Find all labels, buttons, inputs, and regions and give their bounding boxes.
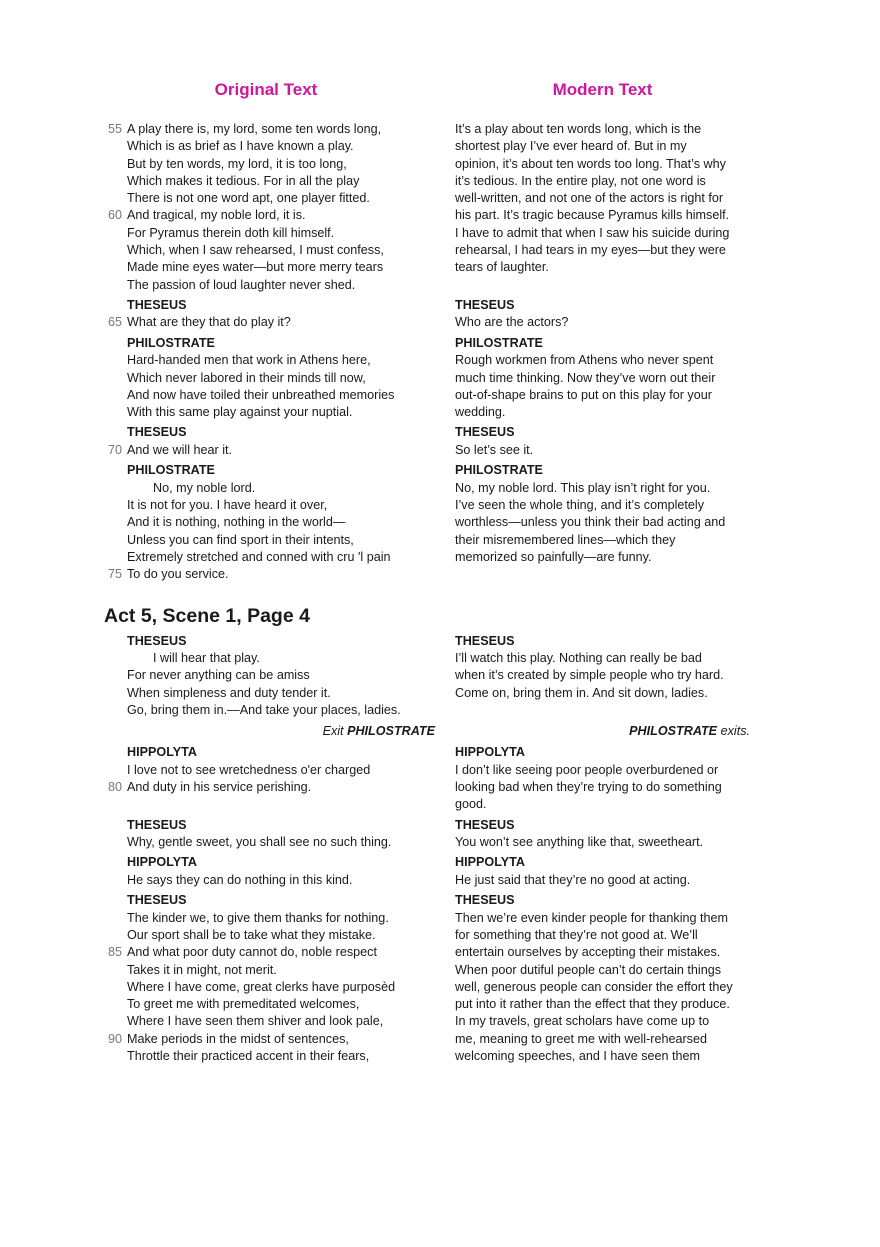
modern-text-heading: Modern Text — [552, 80, 653, 99]
verse-line — [127, 225, 435, 242]
modern-line: worthless—unless you think their bad acting and — [455, 515, 726, 530]
modern-line: You won’t see anything like that, sweetheart. — [455, 835, 704, 850]
verse-text: Which, when I saw rehearsed, I must confess, — [127, 243, 384, 258]
original-block — [127, 721, 435, 741]
verse-text: And it is nothing, nothing in the world— — [127, 515, 346, 530]
original-block — [107, 296, 435, 332]
dialogue-row — [0, 632, 880, 720]
verse-line — [127, 996, 435, 1013]
speaker-name: THESEUS — [455, 297, 515, 312]
verse-text: Hard-handed men that work in Athens here, — [127, 353, 371, 368]
modern-line: I have to admit that when I saw his suicide during — [455, 225, 730, 240]
verse-line — [127, 549, 435, 566]
verse-line — [127, 762, 435, 779]
verse-text: To greet me with premeditated welcomes, — [127, 997, 360, 1012]
verse-line — [127, 702, 435, 719]
verse-text: No, my noble lord. — [153, 480, 256, 495]
original-block — [107, 891, 435, 1065]
modern-block — [455, 121, 750, 294]
original-block — [107, 461, 435, 583]
verse-text: Unless you can find sport in their intents, — [127, 532, 354, 547]
original-block — [107, 423, 435, 459]
stage-character: PHILOSTRATE — [629, 724, 718, 739]
line-number: 80 — [107, 780, 122, 795]
line-number: 75 — [107, 567, 122, 582]
verse-line — [127, 173, 435, 190]
verse-text: I love not to see wretchedness o'er charged — [127, 762, 371, 777]
modern-block — [455, 721, 750, 741]
verse-line — [107, 121, 435, 138]
modern-line: rehearsal, I had tears in my eyes—but they were — [455, 243, 726, 258]
verse-line — [127, 532, 435, 549]
modern-line: He just said that they’re no good at acting. — [455, 872, 691, 887]
modern-block — [455, 334, 750, 422]
speaker-name: THESEUS — [455, 893, 515, 908]
stage-direction-row — [0, 721, 880, 741]
verse-line — [107, 1031, 435, 1048]
dialogue-row — [0, 121, 880, 294]
original-block — [127, 334, 435, 422]
speaker-name: PHILOSTRATE — [455, 335, 543, 350]
verse-line — [127, 370, 435, 387]
modern-block — [455, 423, 750, 459]
modern-line: looking bad when they’re trying to do something — [455, 780, 722, 795]
verse-line — [127, 910, 435, 927]
modern-block — [455, 296, 750, 332]
verse-line — [107, 442, 435, 459]
verse-line — [127, 979, 435, 996]
modern-block — [455, 853, 750, 889]
verse-line — [127, 834, 435, 851]
modern-line: I don’t like seeing poor people overburdened or — [455, 762, 719, 777]
verse-text: The passion of loud laughter never shed. — [127, 277, 356, 292]
modern-line: shortest play I’ve ever heard of. But in my — [455, 139, 687, 154]
verse-line — [107, 779, 435, 796]
modern-line: It’s a play about ten words long, which is the — [455, 122, 702, 136]
modern-line: I’ve seen the whole thing, and it’s completely — [455, 498, 704, 513]
stage-character: PHILOSTRATE — [347, 724, 435, 739]
modern-line: his part. It’s tragic because Pyramus kills himself. — [455, 208, 730, 223]
verse-line — [107, 314, 435, 331]
line-number: 90 — [107, 1031, 122, 1046]
line-number: 70 — [107, 442, 122, 457]
verse-text: And what poor duty cannot do, noble respect — [127, 945, 377, 960]
verse-text: With this same play against your nuptial. — [127, 405, 353, 420]
verse-text: Extremely stretched and conned with cru 'l pain — [127, 549, 391, 564]
modern-block — [455, 461, 750, 583]
speaker-name: THESEUS — [455, 633, 515, 648]
original-text-heading: Original Text — [214, 80, 318, 99]
verse-text: Where I have seen them shiver and look pale, — [127, 1014, 384, 1029]
modern-line: opinion, it’s about ten words too long. That’s why — [455, 156, 726, 171]
verse-text: Throttle their practiced accent in their fears, — [127, 1049, 370, 1064]
verse-line — [127, 259, 435, 276]
verse-line — [127, 1013, 435, 1030]
verse-text: For never anything can be amiss — [127, 668, 310, 683]
modern-block — [455, 743, 750, 813]
line-number: 85 — [107, 945, 122, 960]
verse-text: It is not for you. I have heard it over, — [127, 498, 328, 513]
dialogue-row — [0, 423, 880, 459]
verse-line — [127, 872, 435, 889]
verse-line — [127, 138, 435, 155]
dialogue-row — [0, 296, 880, 332]
dialogue-row — [0, 891, 880, 1065]
modern-line: Who are the actors? — [455, 315, 569, 330]
verse-text: But by ten words, my lord, it is too long, — [127, 156, 347, 171]
line-number: 55 — [107, 122, 122, 136]
verse-text: A play there is, my lord, some ten words long, — [127, 122, 382, 136]
speaker-name: PHILOSTRATE — [127, 335, 215, 350]
stage-direction-original — [127, 721, 435, 741]
verse-text: Which is as brief as I have known a play. — [127, 139, 354, 154]
modern-line: Come on, bring them in. And sit down, ladies. — [455, 685, 708, 700]
verse-line — [127, 156, 435, 173]
modern-line: memorized so painfully—are funny. — [455, 549, 652, 564]
verse-text: Made mine eyes water—but more merry tears — [127, 260, 384, 275]
verse-text: Our sport shall be to take what they mistake. — [127, 928, 376, 942]
act-scene-heading: Act 5, Scene 1, Page 4 — [104, 604, 310, 627]
modern-line: me, meaning to greet me with well-rehearsed — [455, 1031, 707, 1046]
verse-line — [127, 352, 435, 369]
modern-line: put into it rather than the effect that they produce. — [455, 997, 730, 1012]
verse-text: Takes it in might, not merit. — [127, 962, 277, 977]
modern-line: I’ll watch this play. Nothing can really be bad — [455, 651, 702, 666]
verse-text: Why, gentle sweet, you shall see no such thing. — [127, 835, 392, 850]
verse-text: And now have toiled their unbreathed memories — [127, 387, 395, 402]
line-number: 60 — [107, 208, 122, 223]
modern-line: out-of-shape brains to put on this play for your — [455, 387, 712, 402]
verse-text: Which never labored in their minds till now, — [127, 370, 366, 385]
modern-line: So let’s see it. — [455, 442, 534, 457]
modern-block — [455, 891, 750, 1065]
verse-line — [127, 480, 435, 497]
verse-text: To do you service. — [127, 567, 229, 582]
modern-line: entertain ourselves by accepting their mistakes. — [455, 945, 721, 960]
speaker-name: HIPPOLYTA — [455, 855, 525, 870]
speaker-name: HIPPOLYTA — [455, 745, 525, 760]
verse-line — [127, 277, 435, 294]
verse-text: Where I have come, great clerks have purposèd — [127, 979, 396, 994]
modern-line: good. — [455, 797, 487, 812]
line-number: 65 — [107, 315, 122, 330]
modern-line: welcoming speeches, and I have seen them — [455, 1049, 701, 1064]
verse-text: There is not one word apt, one player fitted. — [127, 191, 370, 206]
verse-text: The kinder we, to give them thanks for nothing. — [127, 910, 389, 925]
verse-text: When simpleness and duty tender it. — [127, 685, 331, 700]
speaker-name: THESEUS — [455, 817, 515, 832]
verse-line — [127, 1048, 435, 1065]
verse-text: Which makes it tedious. For in all the play — [127, 173, 360, 188]
verse-text: And tragical, my noble lord, it is. — [127, 208, 306, 223]
stage-verb: Exit — [322, 724, 348, 739]
modern-line: tears of laughter. — [455, 260, 549, 275]
modern-block — [455, 632, 750, 720]
verse-text: What are they that do play it? — [127, 315, 291, 330]
dialogue-row — [0, 334, 880, 422]
verse-text: Make periods in the midst of sentences, — [127, 1031, 349, 1046]
speaker-name: THESEUS — [127, 817, 187, 832]
verse-text: Go, bring them in.—And take your places, ladies. — [127, 702, 401, 717]
dialogue-row — [0, 853, 880, 889]
speaker-name: THESEUS — [127, 633, 187, 648]
original-block — [127, 853, 435, 889]
verse-line — [107, 566, 435, 583]
modern-line: Rough workmen from Athens who never spent — [455, 353, 714, 368]
verse-line — [127, 962, 435, 979]
modern-line: for something that they’re not good at. We’ll — [455, 928, 698, 942]
verse-text: I will hear that play. — [153, 651, 260, 666]
verse-line — [127, 190, 435, 207]
verse-line — [127, 514, 435, 531]
verse-text: For Pyramus therein doth kill himself. — [127, 225, 335, 240]
speaker-name: THESEUS — [127, 893, 187, 908]
modern-line: their misremembered lines—which they — [455, 532, 676, 547]
modern-line: well, generous people can consider the effort they — [455, 979, 733, 994]
parallel-text — [0, 119, 880, 1065]
modern-line: well-written, and not one of the actors is right for — [455, 191, 724, 206]
stage-direction-modern — [455, 721, 750, 741]
modern-line: wedding. — [455, 405, 506, 420]
modern-line: much time thinking. Now they’ve worn out their — [455, 370, 716, 385]
verse-text: And we will hear it. — [127, 442, 232, 457]
verse-line — [127, 387, 435, 404]
modern-line: Then we’re even kinder people for thanking them — [455, 910, 729, 925]
verse-line — [127, 497, 435, 514]
stage-verb: exits. — [717, 724, 750, 739]
original-block — [107, 121, 435, 294]
speaker-name: PHILOSTRATE — [127, 463, 215, 478]
speaker-name: THESEUS — [127, 425, 187, 440]
verse-line — [127, 242, 435, 259]
modern-line: When poor dutiful people can’t do certain things — [455, 962, 722, 977]
verse-line — [127, 927, 435, 944]
modern-line: No, my noble lord. This play isn’t right for you. — [455, 480, 711, 495]
verse-line — [127, 650, 435, 667]
verse-text: And duty in his service perishing. — [127, 780, 312, 795]
dialogue-row — [0, 743, 880, 813]
dialogue-row — [0, 461, 880, 583]
verse-line — [107, 207, 435, 224]
verse-line — [127, 667, 435, 684]
modern-block — [455, 816, 750, 852]
modern-line: it’s tedious. In the entire play, not one word is — [455, 173, 706, 188]
verse-line — [127, 404, 435, 421]
modern-line: In my travels, great scholars have come up to — [455, 1014, 710, 1029]
original-block — [127, 816, 435, 852]
verse-line — [127, 685, 435, 702]
modern-line: when it’s created by simple people who try hard. — [455, 668, 724, 683]
original-block — [127, 632, 435, 720]
dialogue-row — [0, 816, 880, 852]
speaker-name: HIPPOLYTA — [127, 745, 197, 760]
speaker-name: THESEUS — [127, 297, 187, 312]
original-block — [107, 743, 435, 813]
verse-text: He says they can do nothing in this kind. — [127, 872, 353, 887]
verse-line — [107, 944, 435, 961]
speaker-name: HIPPOLYTA — [127, 855, 197, 870]
speaker-name: PHILOSTRATE — [455, 463, 543, 478]
speaker-name: THESEUS — [455, 425, 515, 440]
